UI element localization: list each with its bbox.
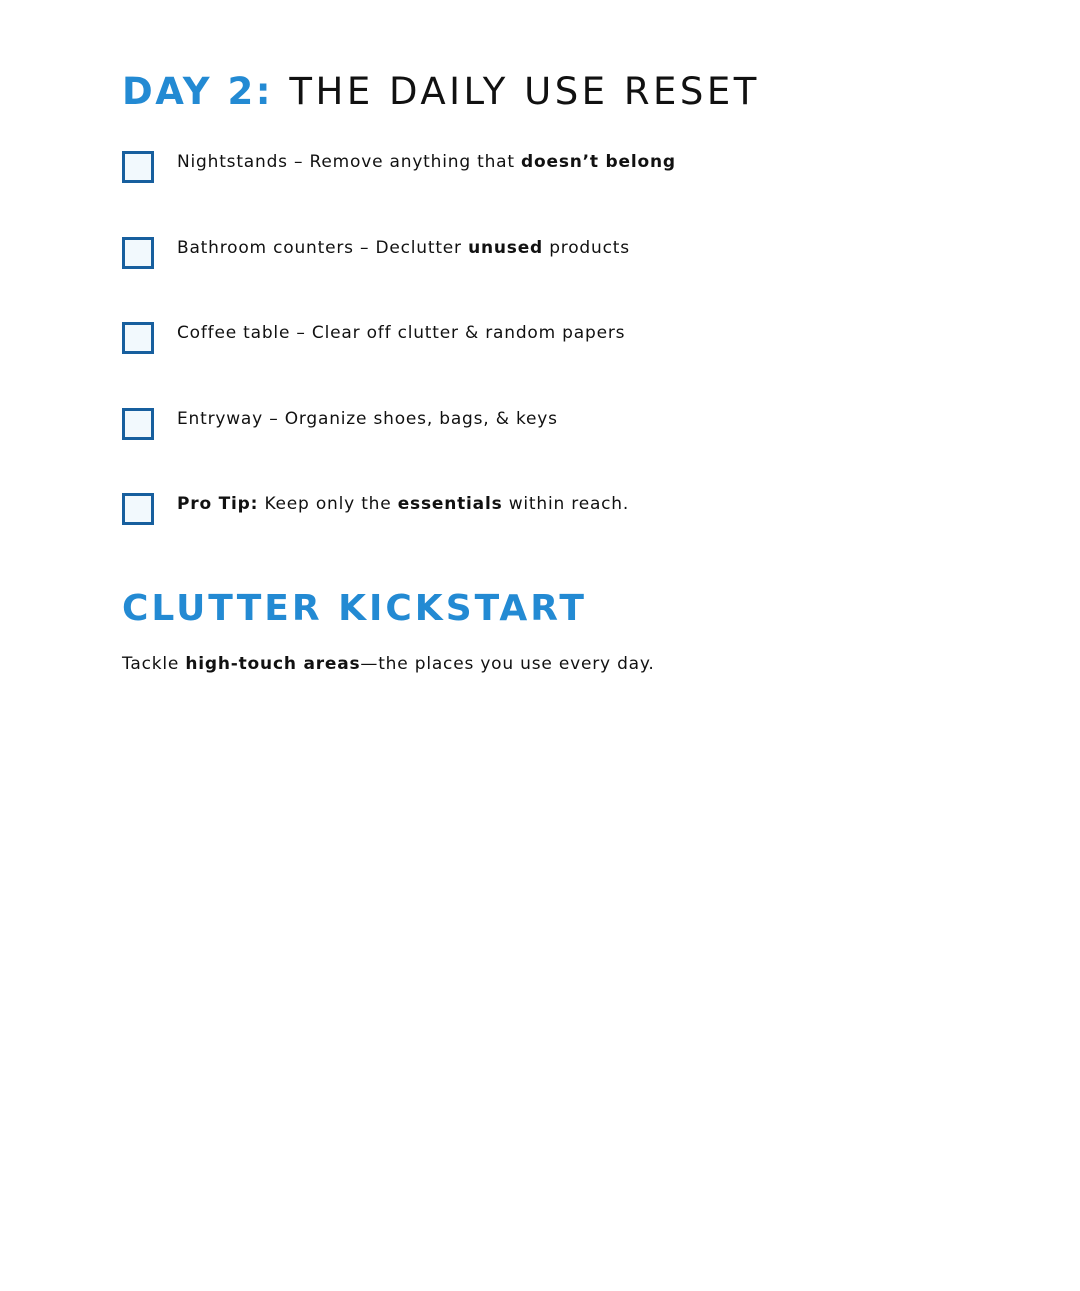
item-text-bold: unused xyxy=(468,237,543,258)
checklist xyxy=(122,150,1022,578)
checklist-item-text xyxy=(177,492,629,516)
checklist-item xyxy=(122,321,1022,407)
item-text-bold: doesn’t belong xyxy=(521,152,676,172)
checklist-item xyxy=(122,492,1022,578)
kickstart-text-bold: high-touch areas xyxy=(185,654,361,674)
checklist-item-text xyxy=(177,407,558,431)
checklist-item-text xyxy=(177,150,676,174)
item-text-part: Nightstands – Remove anything that xyxy=(177,152,522,172)
item-text-part: products xyxy=(543,237,630,258)
day-heading xyxy=(122,68,760,116)
item-text-part: Entryway – Organize shoes, bags, & keys xyxy=(177,408,558,429)
checkbox[interactable] xyxy=(122,151,154,183)
kickstart-text-part: —the places you use every day. xyxy=(360,654,655,674)
day-label: DAY 2: xyxy=(122,70,274,113)
checklist-item xyxy=(122,150,1022,236)
kickstart-text-part: Tackle xyxy=(122,654,186,674)
item-text-part: within reach. xyxy=(502,494,630,514)
checkbox[interactable] xyxy=(122,237,154,269)
item-text-part: Coffee table – Clear off clutter & random papers xyxy=(177,323,626,343)
item-text-part: Bathroom counters – Declutter xyxy=(177,237,469,258)
item-text-part: Keep only the xyxy=(258,494,398,514)
kickstart-heading: CLUTTER KICKSTART xyxy=(122,588,587,629)
checklist-item xyxy=(122,407,1022,493)
day-title: THE DAILY USE RESET xyxy=(289,70,760,113)
kickstart-text xyxy=(122,652,655,676)
checkbox[interactable] xyxy=(122,408,154,440)
checkbox[interactable] xyxy=(122,493,154,525)
item-text-bold: Pro Tip: xyxy=(177,494,259,514)
checkbox[interactable] xyxy=(122,322,154,354)
checklist-item xyxy=(122,236,1022,322)
item-text-bold: essentials xyxy=(397,494,503,514)
checklist-item-text xyxy=(177,236,630,260)
checklist-item-text xyxy=(177,321,625,345)
